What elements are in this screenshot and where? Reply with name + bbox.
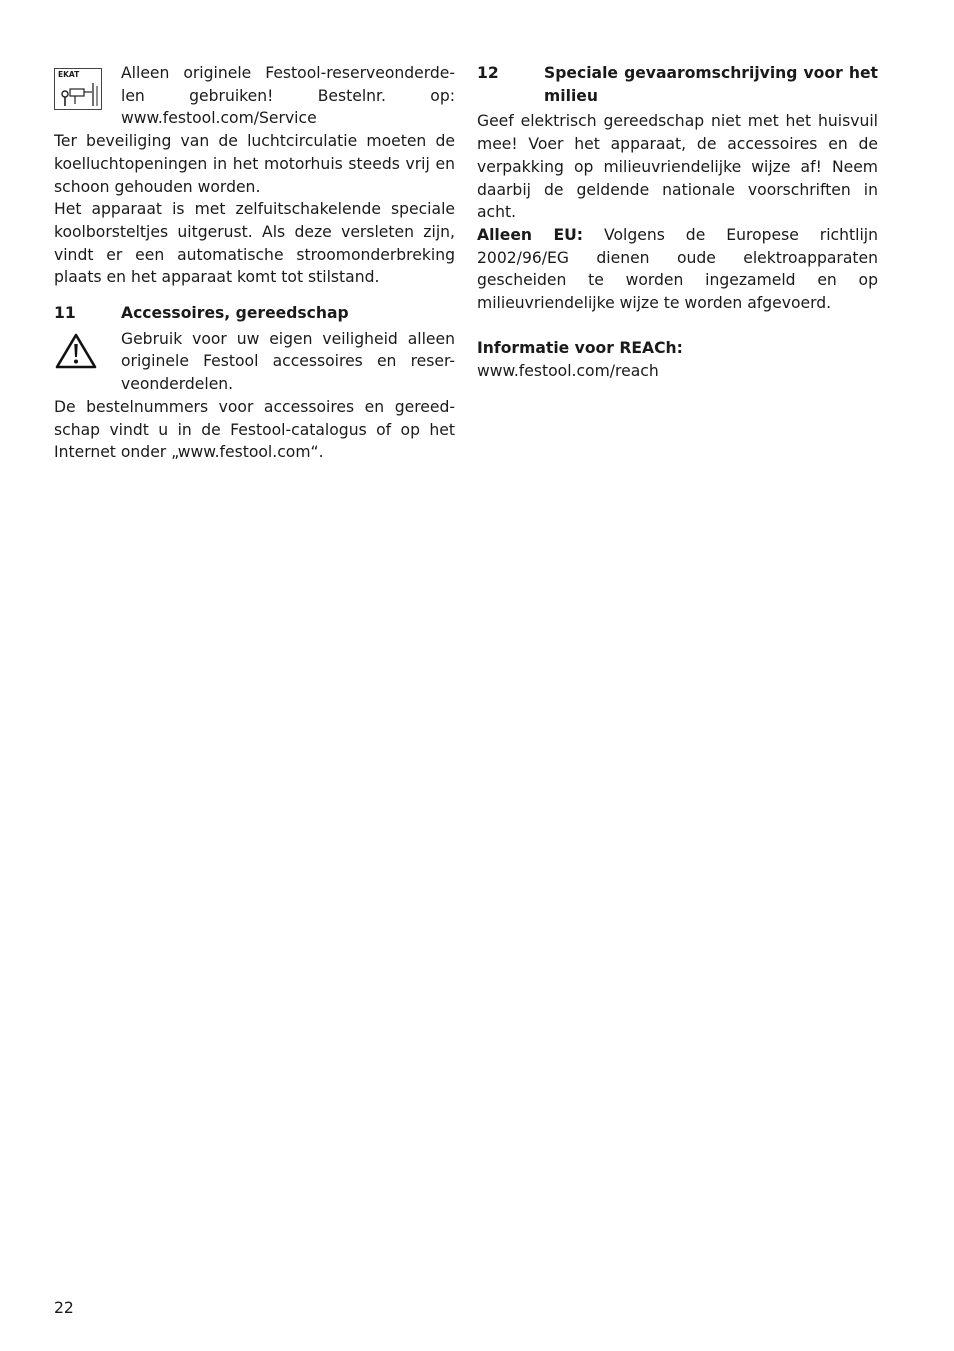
- ekat-spare-parts-icon: [54, 68, 102, 110]
- order-numbers-paragraph: De bestelnummers voor accessoires en gereed-schap vindt u in de Festool-catalogus of op het Internet onder „www.festool.com“.: [54, 397, 455, 462]
- section-number: 11: [54, 304, 76, 323]
- section-12-heading: [477, 62, 878, 107]
- section-title: Accessoires, gereedschap: [121, 304, 349, 323]
- warning-text: Gebruik voor uw eigen veiligheid alleen originele Festool accessoires en reser-veonderdelen.: [121, 329, 455, 394]
- section-11-heading: [54, 302, 455, 325]
- section-number: 12: [477, 64, 499, 82]
- section-title: Speciale gevaaromschrijving voor het milieu: [544, 64, 878, 105]
- page-number: 22: [54, 1299, 74, 1317]
- reach-url: www.festool.com/reach: [477, 362, 659, 381]
- carbon-brushes-paragraph: Het apparaat is met zelfuitschakelende speciale koolborsteltjes uitgerust. Als deze versleten zijn, vindt er een automatische stroomonderbreking plaats en het apparaat komt tot stilstand.: [54, 200, 455, 287]
- eu-label: Alleen EU:: [477, 225, 584, 244]
- left-column: [54, 62, 455, 464]
- spare-parts-text: Alleen originele Festool-reserveonderde-len gebruiken! Bestelnr. op: www.festool.com/Service: [121, 64, 455, 128]
- eu-paragraph: [477, 224, 878, 315]
- warning-block: [54, 328, 455, 396]
- disposal-paragraph: Geef elektrisch gereedschap niet met het huisvuil mee! Voer het apparaat, de accessoires en de verpakking op milieuvriendelijke wijze af! Neem daarbij de geldende nationale voorschriften in acht.: [477, 112, 878, 222]
- warning-triangle-icon: [54, 332, 98, 370]
- ekat-block: [54, 62, 455, 130]
- eu-text: Volgens de Europese richtlijn 2002/96/EG dienen oude elektroapparaten gescheiden te worden ingezameld en op milieuvriendelijke wijze te worden afgevoerd.: [477, 225, 878, 313]
- ventilation-paragraph: Ter beveiliging van de luchtcirculatie moeten de koelluchtopeningen in het motorhuis steeds vrij en schoon gehouden worden.: [54, 132, 455, 196]
- reach-label: Informatie voor REACh:: [477, 339, 683, 358]
- right-column: [477, 62, 878, 383]
- ekat-icon-label: EKAT: [58, 70, 80, 79]
